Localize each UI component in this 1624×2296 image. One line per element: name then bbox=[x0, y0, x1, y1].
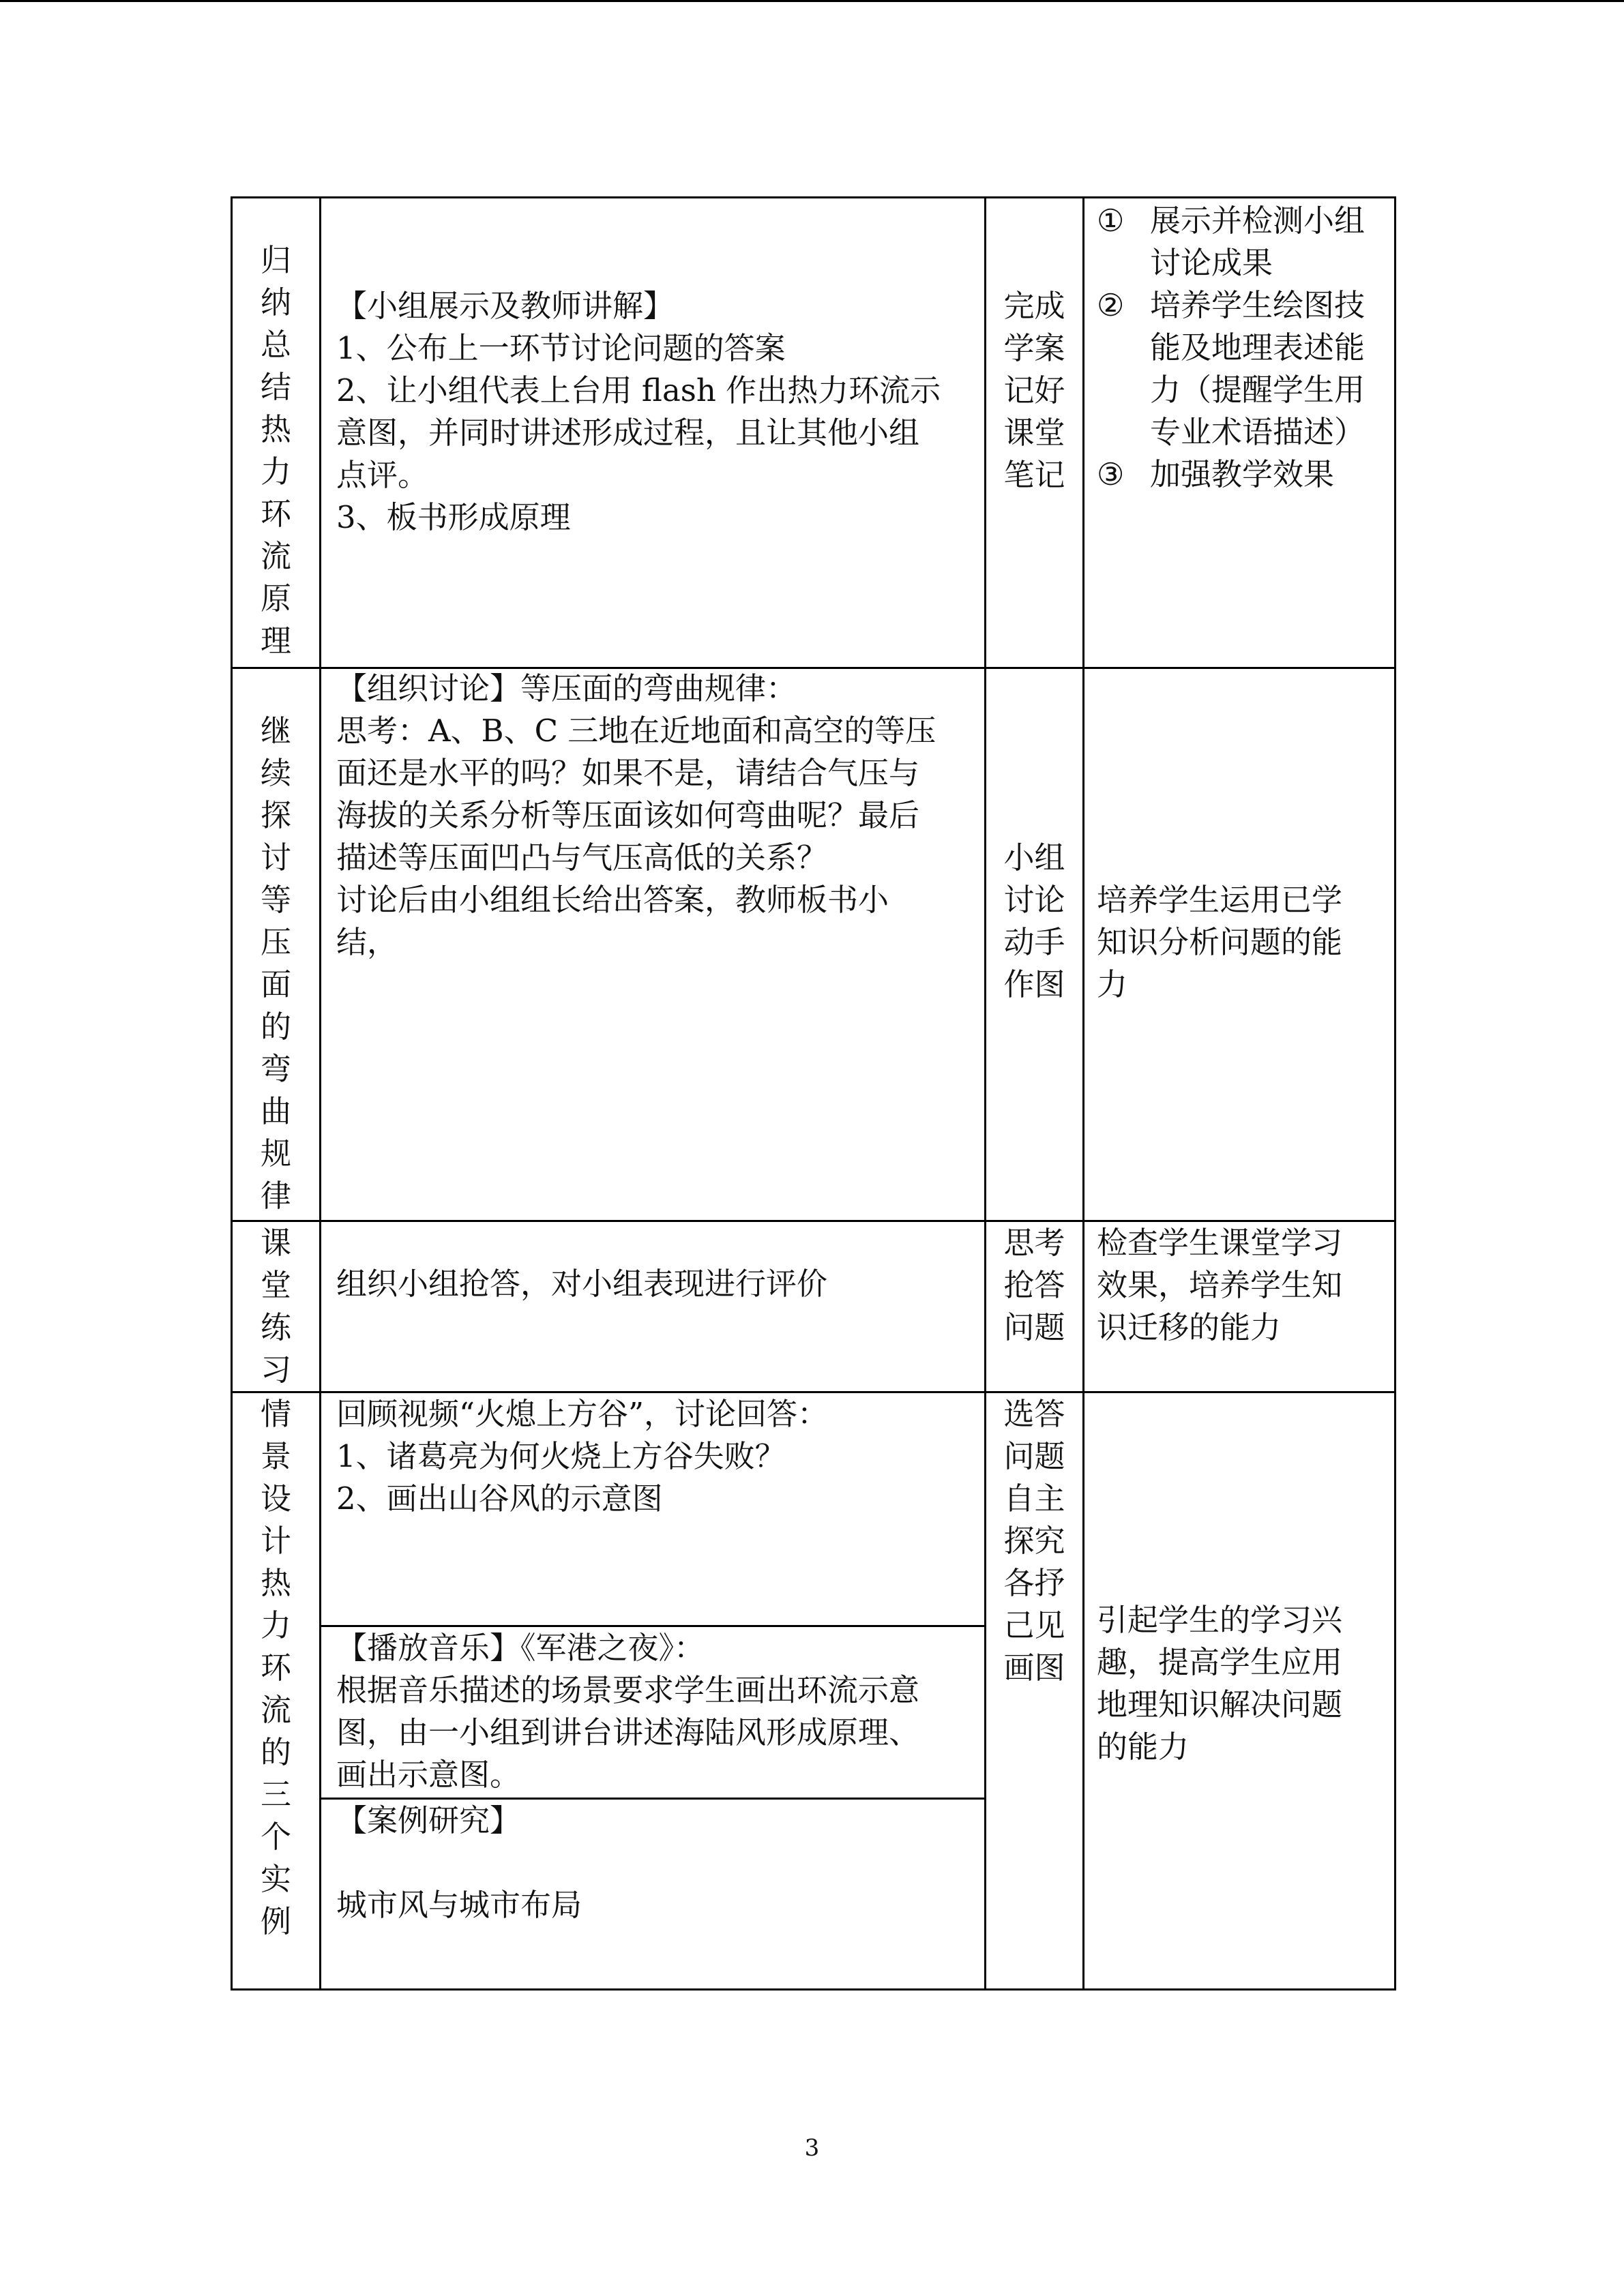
content-line: 1、诸葛亮为何火烧上方谷失败？ bbox=[336, 1438, 786, 1474]
goal-line: 引起学生的学习兴 bbox=[1097, 1602, 1343, 1638]
goal-line: 力 bbox=[1097, 966, 1128, 1002]
content-line: 2、画出山谷风的示意图 bbox=[336, 1480, 663, 1517]
content-cell bbox=[321, 668, 986, 1221]
goal-number: ② bbox=[1097, 287, 1125, 323]
student-activity-cell bbox=[986, 1392, 1084, 1990]
lesson-plan-table bbox=[231, 196, 1396, 1991]
student-activity-cell bbox=[986, 1221, 1084, 1392]
goal-cell bbox=[1084, 198, 1396, 668]
goal-line: 知识分析问题的能 bbox=[1097, 924, 1343, 960]
table-row bbox=[232, 1221, 1396, 1392]
goal-cell bbox=[1084, 1221, 1396, 1392]
goal-line: 加强教学效果 bbox=[1150, 456, 1335, 492]
content-line: 2、让小组代表上台用 flash 作出热力环流示 bbox=[336, 372, 941, 408]
goal-number: ③ bbox=[1097, 456, 1125, 492]
goal-number: ① bbox=[1097, 203, 1125, 239]
table-row bbox=[232, 1392, 1396, 1990]
student-activity: 选答问题自主探究各抒己见画图 bbox=[1003, 1396, 1065, 1686]
goal-line: 的能力 bbox=[1097, 1729, 1190, 1765]
student-activity-cell bbox=[986, 668, 1084, 1221]
stage-cell bbox=[232, 198, 321, 668]
goal-item bbox=[1097, 453, 1382, 496]
stage-label: 课堂练习 bbox=[260, 1225, 291, 1388]
stage-cell bbox=[232, 668, 321, 1221]
table-row bbox=[232, 668, 1396, 1221]
goal-cell bbox=[1084, 668, 1396, 1221]
stage-label: 归纳总结热力环流原理 bbox=[260, 242, 291, 659]
table-row bbox=[232, 198, 1396, 668]
content-line: 图，由一小组到讲台讲述海陆风形成原理、 bbox=[336, 1714, 920, 1750]
case-study-title: 【案例研究】 bbox=[336, 1802, 521, 1838]
content-line: 组织小组抢答，对小组表现进行评价 bbox=[336, 1266, 828, 1302]
content-line: 思考：A、B、C 三地在近地面和高空的等压 bbox=[336, 713, 936, 749]
stage-label: 情景设计 热力环流的三个实例 bbox=[260, 1396, 311, 1939]
case-study-body: 城市风与城市布局 bbox=[336, 1887, 582, 1923]
goal-line: 能及地理表述能 bbox=[1150, 329, 1365, 366]
content-line: 【播放音乐】《军港之夜》： bbox=[336, 1630, 705, 1666]
goal-line: 识迁移的能力 bbox=[1097, 1309, 1282, 1345]
content-line: 1、公布上一环节讨论问题的答案 bbox=[336, 330, 786, 366]
content-line: 点评。 bbox=[336, 457, 429, 493]
content-line: 海拔的关系分析等压面该如何弯曲呢？最后 bbox=[336, 797, 920, 833]
content-line: 回顾视频“火熄上方谷”，讨论回答： bbox=[336, 1396, 829, 1432]
goal-line: 检查学生课堂学习 bbox=[1097, 1225, 1343, 1261]
content-line: 结， bbox=[336, 924, 398, 960]
page-number: 3 bbox=[804, 2134, 820, 2162]
goal-line: 培养学生绘图技 bbox=[1150, 287, 1365, 323]
sub-section-video bbox=[321, 1393, 984, 1625]
content-cell bbox=[321, 1392, 986, 1990]
content-line: 画出示意图。 bbox=[336, 1757, 521, 1793]
content-line: 【组织讨论】等压面的弯曲规律： bbox=[336, 670, 797, 706]
goal-line: 讨论成果 bbox=[1150, 245, 1273, 281]
student-activity: 思考抢答问题 bbox=[1003, 1225, 1065, 1345]
stage-cell bbox=[232, 1392, 321, 1990]
content-line: 描述等压面凹凸与气压高低的关系？ bbox=[336, 839, 828, 876]
content-line: 【小组展示及教师讲解】 bbox=[336, 288, 675, 324]
goal-line: 培养学生运用已学 bbox=[1097, 882, 1343, 918]
stage-cell bbox=[232, 1221, 321, 1392]
content-line: 3、板书形成原理 bbox=[336, 499, 571, 535]
content-line: 面还是水平的吗？如果不是，请结合气压与 bbox=[336, 755, 920, 791]
content-cell bbox=[321, 1221, 986, 1392]
goal-line: 力（提醒学生用 bbox=[1150, 372, 1365, 408]
student-activity-cell bbox=[986, 198, 1084, 668]
content-line: 意图，并同时讲述形成过程，且让其他小组 bbox=[336, 415, 920, 451]
student-activity: 小组讨论动手作图 bbox=[1003, 839, 1065, 1002]
stage-label: 继续探讨等压面的弯曲规律 bbox=[260, 713, 291, 1214]
student-activity: 完成学案记好课堂笔记 bbox=[1003, 288, 1065, 493]
sub-section-case-study bbox=[321, 1798, 984, 1926]
goal-item bbox=[1097, 284, 1382, 453]
goal-cell bbox=[1084, 1392, 1396, 1990]
goal-line: 展示并检测小组 bbox=[1150, 203, 1365, 239]
goal-item bbox=[1097, 200, 1382, 284]
goal-line: 效果，培养学生知 bbox=[1097, 1267, 1343, 1303]
goal-line: 专业术语描述） bbox=[1150, 414, 1365, 450]
top-border-line bbox=[0, 0, 1624, 2]
goal-line: 趣，提高学生应用 bbox=[1097, 1644, 1343, 1680]
goal-line: 地理知识解决问题 bbox=[1097, 1686, 1343, 1723]
sub-section-music bbox=[321, 1625, 984, 1798]
content-line: 讨论后由小组组长给出答案，教师板书小 bbox=[336, 882, 889, 918]
content-line: 根据音乐描述的场景要求学生画出环流示意 bbox=[336, 1672, 920, 1708]
content-cell bbox=[321, 198, 986, 668]
